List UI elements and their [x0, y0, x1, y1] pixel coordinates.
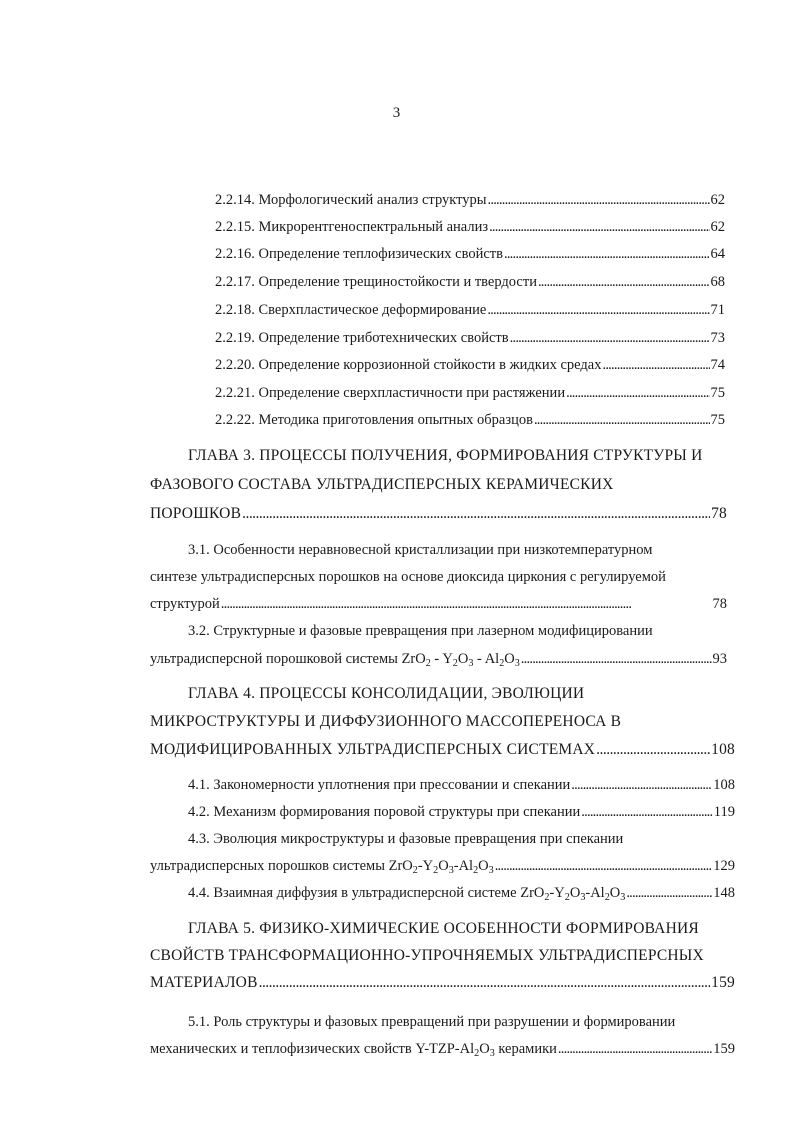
- dot-leader: [538, 274, 710, 291]
- chapter-title-end: ПОРОШКОВ: [150, 505, 242, 522]
- entry-title-end: ультрадисперсных порошков системы: [150, 858, 385, 874]
- toc-entry-5-1-line-2[interactable]: [150, 1041, 735, 1058]
- toc-entry-2-2-16[interactable]: [215, 246, 725, 263]
- toc-entry-5-1-line-1[interactable]: 5.1. Роль структуры и фазовых превращений при разрушении и формировании: [188, 1014, 676, 1030]
- entry-number: 2.2.19.: [215, 330, 255, 346]
- chemical-formula: $ZrO_2-Y_2O_3-Al_2O_3$: [520, 885, 626, 903]
- toc-entry-2-2-14[interactable]: [215, 192, 725, 209]
- entry-title: Морфологический анализ структуры: [258, 192, 487, 208]
- toc-entry-3-1-line-1[interactable]: 3.1. Особенности неравновесной кристаллизации при низкотемпературном: [188, 542, 653, 558]
- entry-number: 2.2.17.: [215, 274, 255, 290]
- chapter-5-heading-line-1[interactable]: ГЛАВА 5. ФИЗИКО-ХИМИЧЕСКИЕ ОСОБЕННОСТИ ФОРМИРОВАНИЯ: [188, 920, 699, 937]
- entry-title: 4.2. Механизм формирования поровой структуры при спекании: [188, 804, 581, 820]
- chapter-title-end: МАТЕРИАЛОВ: [150, 974, 258, 991]
- dot-leader: [566, 385, 709, 402]
- dot-leader: [602, 357, 709, 374]
- entry-title: 4.1. Закономерности уплотнения при прессовании и спекании: [188, 777, 571, 793]
- dot-leader: [488, 192, 710, 209]
- entry-title-end: ультрадисперсной порошковой системы: [150, 651, 398, 667]
- entry-page: 159: [713, 1041, 735, 1057]
- toc-entry-4-2[interactable]: [188, 804, 735, 821]
- dot-leader: [534, 412, 710, 429]
- entry-number: 2.2.15.: [215, 219, 255, 235]
- entry-title-suffix: керамики: [498, 1041, 557, 1057]
- entry-number: 2.2.16.: [215, 246, 255, 262]
- entry-page: 68: [710, 274, 725, 290]
- entry-title: Определение сверхпластичности при растяжении: [258, 385, 566, 401]
- chapter-4-heading-line-3[interactable]: [150, 741, 735, 759]
- toc-entry-2-2-19[interactable]: [215, 330, 725, 347]
- entry-title: Методика приготовления опытных образцов: [258, 412, 533, 428]
- chemical-formula: $ZrO_2-Y_2O_3-Al_2O_3$: [388, 858, 494, 876]
- material-formula: $Y-TZP-Al_2O_3$: [415, 1041, 495, 1059]
- chapter-3-heading-line-2[interactable]: ФАЗОВОГО СОСТАВА УЛЬТРАДИСПЕРСНЫХ КЕРАМИЧЕСКИХ: [150, 476, 614, 493]
- chapter-4-heading-line-1[interactable]: ГЛАВА 4. ПРОЦЕССЫ КОНСОЛИДАЦИИ, ЭВОЛЮЦИИ: [188, 685, 585, 702]
- dot-leader: [259, 974, 711, 992]
- entry-page: 71: [710, 302, 725, 318]
- toc-entry-3-2-line-1[interactable]: 3.2. Структурные и фазовые превращения при лазерном модифицировании: [188, 623, 653, 639]
- dot-leader: [596, 741, 710, 759]
- toc-entry-3-2-line-2[interactable]: [150, 651, 727, 668]
- entry-page: 73: [710, 330, 725, 346]
- dot-leader: [487, 302, 709, 319]
- chemical-formula: $ZrO_2 - Y_2O_3 - Al_2O_3$: [401, 651, 520, 669]
- entry-title-end: структурой: [150, 596, 220, 612]
- entry-title: Определение трещиностойкости и твердости: [258, 274, 537, 290]
- entry-number: 2.2.20.: [215, 357, 255, 373]
- entry-page: 129: [713, 858, 735, 874]
- chapter-title-end: МОДИФИЦИРОВАННЫХ УЛЬТРАДИСПЕРСНЫХ СИСТЕМАХ: [150, 741, 596, 758]
- toc-entry-2-2-15[interactable]: [215, 219, 725, 236]
- dot-leader: [242, 505, 710, 523]
- chapter-page: 159: [711, 974, 735, 991]
- toc-entry-2-2-21[interactable]: [215, 385, 725, 402]
- entry-page: 75: [710, 385, 725, 401]
- page-number: 3: [392, 105, 401, 121]
- entry-title: Определение теплофизических свойств: [258, 246, 503, 262]
- toc-entry-2-2-20[interactable]: [215, 357, 725, 374]
- entry-page: 74: [710, 357, 725, 373]
- dot-leader: [571, 777, 712, 794]
- toc-entry-4-3-line-1[interactable]: 4.3. Эволюция микроструктуры и фазовые превращения при спекании: [188, 831, 624, 847]
- toc-entry-2-2-17[interactable]: [215, 274, 725, 291]
- entry-page: 75: [710, 412, 725, 428]
- entry-page: 108: [713, 777, 735, 793]
- toc-entry-2-2-18[interactable]: [215, 302, 725, 319]
- chapter-page: 78: [711, 505, 727, 522]
- entry-page: 119: [713, 804, 735, 820]
- dot-leader: [489, 219, 709, 236]
- toc-entry-2-2-22[interactable]: [215, 412, 725, 429]
- dot-leader: [221, 596, 712, 613]
- chapter-5-heading-line-3[interactable]: [150, 974, 735, 992]
- toc-entry-3-1-line-2[interactable]: синтезе ультрадисперсных порошков на основе диоксида циркония с регулируемой: [150, 569, 666, 585]
- dot-leader: [504, 246, 710, 263]
- dot-leader: [521, 651, 712, 668]
- chapter-4-heading-line-2[interactable]: МИКРОСТРУКТУРЫ И ДИФФУЗИОННОГО МАССОПЕРЕНОСА В: [150, 713, 622, 730]
- toc-entry-3-1-line-3[interactable]: [150, 596, 727, 613]
- entry-page: 64: [710, 246, 725, 262]
- entry-number: 2.2.22.: [215, 412, 255, 428]
- entry-page: 93: [712, 651, 727, 667]
- entry-number: 2.2.14.: [215, 192, 255, 208]
- dot-leader: [558, 1041, 712, 1058]
- entry-page: 148: [713, 885, 735, 901]
- entry-title: Микрорентгеноспектральный анализ: [258, 219, 489, 235]
- entry-number: 2.2.21.: [215, 385, 255, 401]
- dot-leader: [626, 885, 712, 902]
- chapter-3-heading-line-1[interactable]: ГЛАВА 3. ПРОЦЕССЫ ПОЛУЧЕНИЯ, ФОРМИРОВАНИЯ СТРУКТУРЫ И: [188, 447, 703, 464]
- entry-title-end: механических и теплофизических свойств: [150, 1041, 412, 1057]
- dot-leader: [581, 804, 713, 821]
- entry-page: 62: [710, 192, 725, 208]
- entry-page: 78: [712, 596, 727, 612]
- entry-title: Сверхпластическое деформирование: [258, 302, 487, 318]
- toc-entry-4-1[interactable]: [188, 777, 735, 794]
- entry-number: 2.2.18.: [215, 302, 255, 318]
- entry-title: Определение коррозионной стойкости в жидких средах: [258, 357, 602, 373]
- entry-title: 4.4. Взаимная диффузия в ультрадисперсной системе: [188, 885, 517, 901]
- toc-entry-4-3-line-2[interactable]: [150, 858, 735, 875]
- dot-leader: [495, 858, 713, 875]
- entry-page: 62: [710, 219, 725, 235]
- dot-leader: [510, 330, 710, 347]
- toc-entry-4-4[interactable]: [188, 885, 735, 902]
- entry-title: Определение триботехнических свойств: [258, 330, 509, 346]
- chapter-page: 108: [711, 741, 735, 758]
- chapter-5-heading-line-2[interactable]: СВОЙСТВ ТРАНСФОРМАЦИОННО-УПРОЧНЯЕМЫХ УЛЬТРАДИСПЕРСНЫХ: [150, 947, 704, 964]
- chapter-3-heading-line-3[interactable]: [150, 505, 727, 523]
